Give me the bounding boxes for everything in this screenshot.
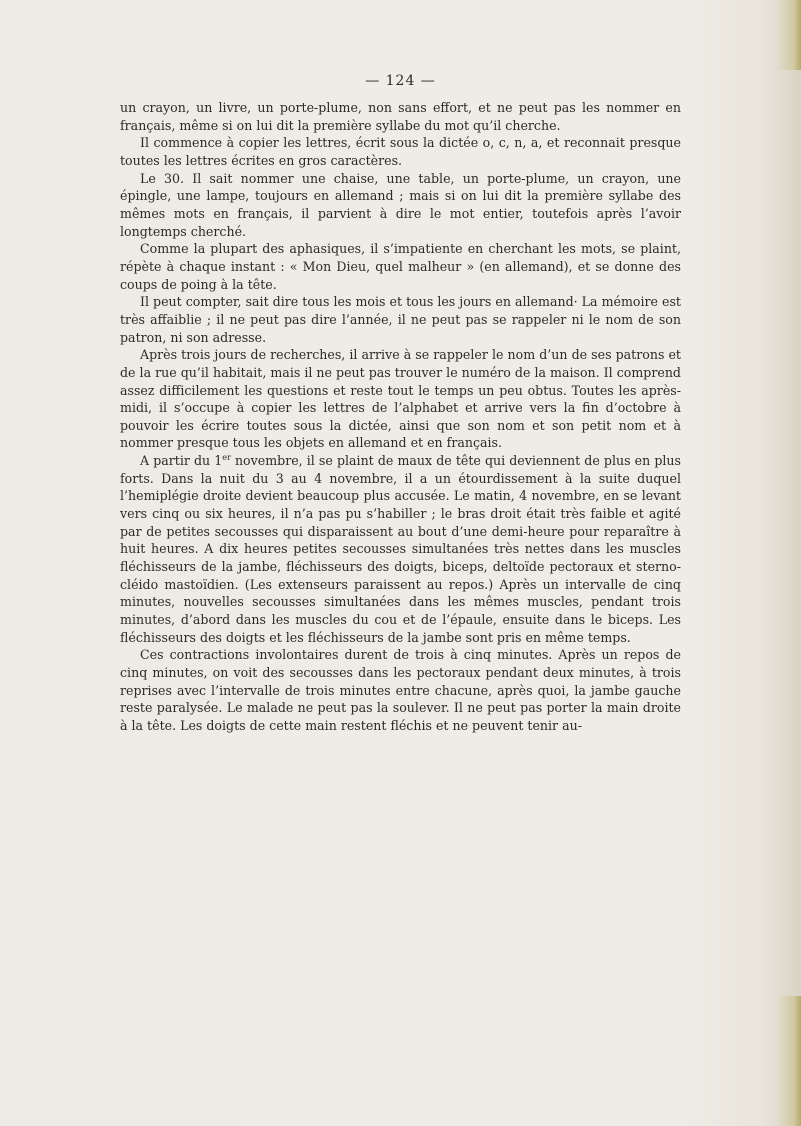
paragraph-1: un crayon, un livre, un porte-plume, non sans effort, et ne peut pas les nommer en français, même si on lui dit la première syllabe du mot qu’il cherche.	[120, 100, 681, 133]
paragraph-7	[120, 452, 681, 646]
ordinal-superscript: er	[222, 452, 231, 462]
paragraph-8: Ces contractions involontaires durent de trois à cinq minutes. Après un repos de cinq minutes, on voit des secousses dans les pectoraux pendant deux minutes, à trois reprises avec l’intervalle de trois minutes entre chacune, après quoi, la jambe gauche reste paralysée. Le malade ne peut pas la soulever. Il ne peut pas porter la main droite à la tête. Les doigts de cette main restent fléchis et ne peuvent tenir au-	[120, 647, 681, 733]
paragraph-3: Le 30. Il sait nommer une chaise, une table, un porte-plume, un crayon, une épingle, une lampe, toujours en allemand ; mais si on lui dit la première syllabe des mêmes mots en français, il parvient à dire le mot entier, toutefois après l’avoir longtemps cherché.	[120, 170, 681, 239]
paragraph-7-start: A partir du 1	[140, 453, 223, 469]
body-text	[120, 99, 681, 735]
page-number: — 124 —	[365, 73, 436, 89]
paragraph-4: Comme la plupart des aphasiques, il s’impatiente en cherchant les mots, se plaint, répète à chaque instant : « Mon Dieu, quel malheur » (en allemand), et se donne des coups de poing à la tête.	[120, 241, 681, 292]
paragraph-2: Il commence à copier les lettres, écrit sous la dictée o, c, n, a, et reconnait presque toutes les lettres écrites en gros caractères.	[120, 135, 681, 168]
page-edge-stain-bottom	[777, 996, 801, 1126]
paragraph-6: Après trois jours de recherches, il arrive à se rappeler le nom d’un de ses patrons et de la rue qu’il habitait, mais il ne peut pas trouver le numéro de la maison. Il comprend assez difficilement les questions et reste tout le temps un peu obtus. Toutes les après-midi, il s’occupe à copier les lettres de l’alphabet et arrive vers la fin d’octobre à pouvoir les écrire toutes sous la dictée, ainsi que son nom et son petit nom et à nommer presque tous les objets en allemand et en français.	[120, 347, 681, 451]
page-edge-stain-top	[777, 0, 801, 70]
paragraph-5: Il peut compter, sait dire tous les mois et tous les jours en allemand· La mémoire est très affaiblie ; il ne peut pas dire l’année, il ne peut pas se rappeler ni le nom de son patron, ni son adresse.	[120, 294, 681, 345]
paragraph-7-rest: novembre, il se plaint de maux de tête qui deviennent de plus en plus forts. Dans la nuit du 3 au 4 novembre, il a un étourdissement à la suite duquel l’hemiplégie droite devient beaucoup plus accusée. Le matin, 4 novembre, en se levant vers cinq ou six heures, il n’a pas pu s’habiller ; le bras droit était très faible et agité par de petites secousses qui disparaissent au bout d’une demi-heure pour reparaître à huit heures. A dix heures petites secousses simultanées très nettes dans les muscles fléchisseurs de la jambe, fléchisseurs des doigts, biceps, deltoïde pectoraux et sterno-cléido mastoïdien. (Les extenseurs paraissent au repos.) Après un intervalle de cinq minutes, nouvelles secousses simultanées dans les mêmes muscles, pendant trois minutes, d’abord dans les muscles du cou et de l’épaule, ensuite dans le biceps. Les fléchisseurs des doigts et les fléchisseurs de la jambe sont pris en même temps.	[120, 453, 681, 645]
